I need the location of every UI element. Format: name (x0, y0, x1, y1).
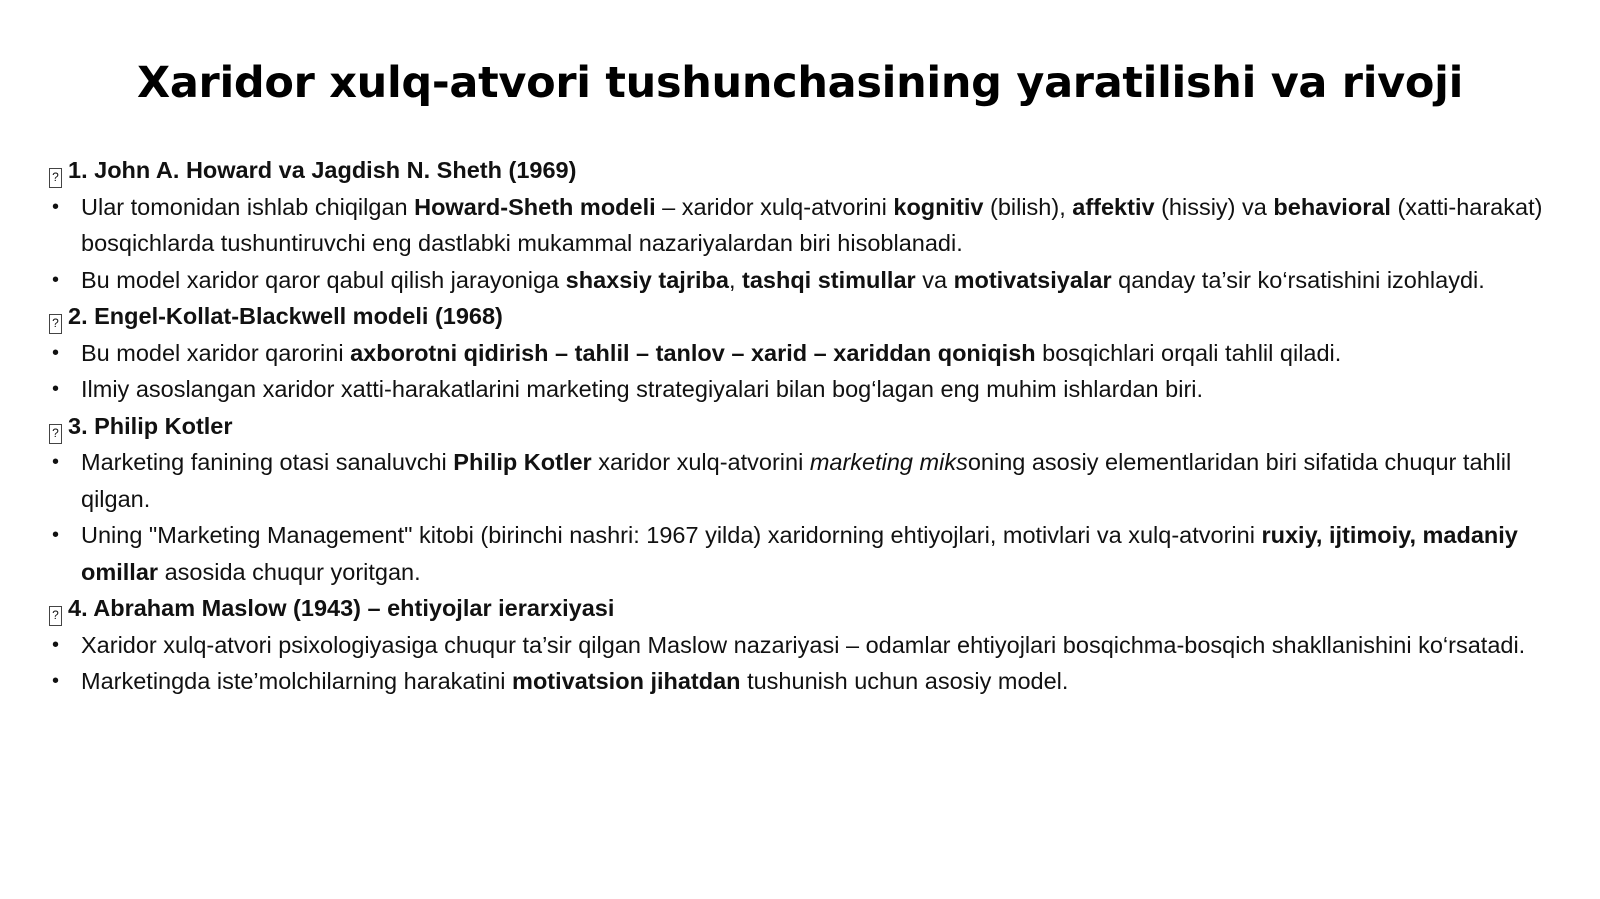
missing-glyph-icon: ? (49, 314, 62, 334)
text-run: Bu model xaridor qaror qabul qilish jarayoniga (81, 266, 566, 293)
missing-glyph-icon: ? (49, 606, 62, 626)
bullet-dot-icon: • (52, 451, 60, 473)
bold-text: shaxsiy tajriba (565, 266, 729, 293)
bold-text: Philip Kotler (453, 449, 592, 475)
section-heading (49, 298, 1559, 335)
text-run: Marketingda iste’molchilarning harakatini (81, 668, 513, 694)
missing-glyph-icon: ? (49, 168, 62, 188)
bullet-dot-icon: • (52, 670, 60, 692)
text-run: Xaridor xulq-atvori psixologiyasiga chuqur ta’sir qilgan Maslow nazariyasi – odamlar ehtiyojlari bosqichma-bosqich shakllanishini ko‘rsatadi. (81, 631, 1526, 658)
text-run: Ular tomonidan ishlab chiqilgan (81, 193, 415, 220)
text-run: , (728, 266, 742, 293)
section-heading-text: 2. Engel-Kollat-Blackwell modeli (1968) (68, 303, 503, 329)
italic-text: marketing miks (809, 449, 968, 475)
text-run: bosqichlari orqali tahlil qiladi. (1035, 339, 1342, 366)
section-heading (49, 408, 1559, 445)
section-heading-text: 4. Abraham Maslow (1943) – ehtiyojlar ierarxiyasi (68, 595, 615, 621)
bullet-dot-icon: • (52, 195, 60, 218)
text-run: Uning "Marketing Management" kitobi (birinchi nashri: 1967 yilda) xaridorning ehtiyojlari, motivlari va xulq-atvorini (81, 522, 1262, 548)
text-run: xaridor xulq-atvorini (591, 449, 810, 475)
bullet-item (49, 335, 1559, 372)
bold-text: affektiv (1072, 193, 1155, 220)
text-run: (bilish), (983, 193, 1073, 220)
bullet-item (49, 371, 1559, 408)
bold-text: Howard-Sheth modeli (414, 193, 656, 220)
missing-glyph-icon: ? (49, 424, 62, 444)
text-run: va (915, 266, 954, 293)
bold-text: motivatsion jihatdan (512, 668, 741, 694)
bold-text: axborotni qidirish – tahlil – tanlov – xarid – xariddan qoniqish (350, 339, 1036, 366)
bullet-item (49, 627, 1559, 664)
bold-text: ruxiy, ijtimoiy, madaniy omillar (81, 522, 1518, 585)
bullet-dot-icon: • (52, 378, 60, 400)
text-run: Marketing fanining otasi sanaluvchi (81, 449, 454, 475)
text-run: Bu model xaridor qarorini (81, 339, 351, 366)
text-run: (xatti-harakat) bosqichlarda tushuntiruvchi eng dastlabki mukammal nazariyalardan biri hisoblanadi. (81, 193, 1543, 256)
text-run: oning asosiy elementlaridan biri sifatida chuqur tahlil qilgan. (81, 449, 1512, 512)
text-run: asosida chuqur yoritgan. (158, 558, 421, 585)
section-heading-text: 3. Philip Kotler (68, 412, 233, 439)
bullet-item (49, 189, 1559, 262)
bullet-item (49, 262, 1559, 299)
text-run: tushunish uchun asosiy model. (740, 668, 1069, 694)
bold-text: behavioral (1273, 193, 1391, 220)
bold-text: motivatsiyalar (953, 266, 1112, 293)
text-run: (hissiy) va (1154, 193, 1274, 220)
section-heading (49, 590, 1559, 627)
slide-content (49, 152, 1559, 700)
bullet-item (49, 444, 1559, 517)
bullet-dot-icon: • (52, 633, 60, 656)
bullet-item (49, 663, 1559, 700)
text-run: Ilmiy asoslangan xaridor xatti-harakatlarini marketing strategiyalari bilan bog‘lagan eng muhim ishlardan biri. (81, 376, 1204, 402)
section-heading (49, 152, 1559, 189)
bold-text: tashqi stimullar (742, 266, 916, 293)
text-run: qanday ta’sir ko‘rsatishini izohlaydi. (1111, 266, 1485, 293)
bullet-item (49, 517, 1559, 590)
bullet-dot-icon: • (52, 268, 60, 291)
text-run: – xaridor xulq-atvorini (655, 193, 894, 220)
bold-text: kognitiv (893, 193, 984, 220)
section-heading-text: 1. John A. Howard va Jagdish N. Sheth (1969) (68, 157, 577, 183)
bullet-dot-icon: • (52, 524, 60, 546)
bullet-dot-icon: • (52, 341, 60, 364)
slide-title: Xaridor xulq-atvori tushunchasining yaratilishi va rivoji (136, 58, 1464, 108)
